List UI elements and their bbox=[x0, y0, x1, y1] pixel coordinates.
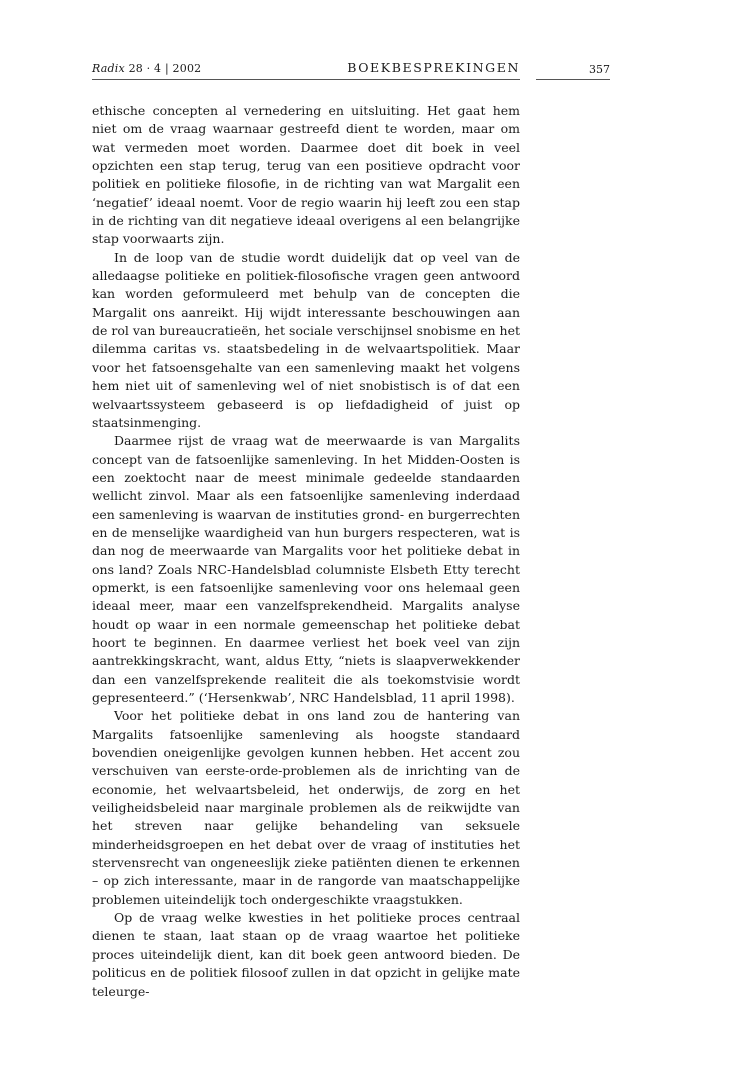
page-number-area bbox=[536, 61, 610, 80]
journal-citation bbox=[92, 62, 201, 75]
paragraph: Op de vraag welke kwesties in het politieke proces centraal dienen te staan, laat staan op de vraag waartoe het politieke proces uiteindelijk dient, kan dit boek geen antwoord bieden. De politicus en de politiek filosoof zullen in dat opzicht in gelijke mate teleurge- bbox=[92, 910, 520, 999]
paragraph: Voor het politieke debat in ons land zou de hantering van Margalits fatsoenlijke samenleving als hoogste standaard bovendien oneigenlijke gevolgen kunnen hebben. Het accent zou verschuiven van eerste-orde-problemen als de inrichting van de economie, het welvaartsbeleid, het onderwijs, de zorg en het veiligheidsbeleid naar marginale problemen als de reikwijdte van het streven naar gelijke behandeling van seksuele minderheidsgroepen en het debat over de vraag of instituties het stervensrecht van ongeneeslijk zieke patiënten dienen te erkennen – op zich interessante, maar in de rangorde van maatschappelijke problemen uiteindelijk toch ondergeschikte vraagstukken. bbox=[92, 708, 520, 907]
paragraph: ethische concepten al vernedering en uitsluiting. Het gaat hem niet om de vraag waarnaar gestreefd dient te worden, maar om wat vermeden moet worden. Daarmee doet dit boek in veel opzichten een stap terug, terug van een positieve opdracht voor politiek en politieke filosofie, in de richting van wat Margalit een ‘negatief’ ideaal noemt. Voor de regio waarin hij leeft zou een stap in de richting van dit negatieve ideaal overigens al een belangrijke stap voorwaarts zijn. bbox=[92, 103, 520, 247]
section-title: BOEKBESPREKINGEN bbox=[347, 60, 520, 75]
issue-info: 28 · 4 | 2002 bbox=[128, 62, 202, 75]
paragraph: Daarmee rijst de vraag wat de meerwaarde is van Margalits concept van de fatsoenlijke samenleving. In het Midden-Oosten is een zoektocht naar de meest minimale gedeelde standaarden wellicht zinvol. Maar als een fatsoenlijke samenleving inderdaad een samenleving is waarvan de instituties grond- en burgerrechten en de menselijke waardigheid van hun burgers respecteren, wat is dan nog de meerwaarde van Margalits voor het politieke debat in ons land? Zoals NRC-Handelsblad columniste Elsbeth Etty terecht opmerkt, is een fatsoenlijke samenleving voor ons helemaal geen ideaal meer, maar een vanzelfsprekendheid. Margalits analyse houdt op waar in een normale gemeenschap het politieke debat hoort te beginnen. En daarmee verliest het boek veel van zijn aantrekkingskracht, want, aldus Etty, “niets is slaapverwekkender dan een vanzelfsprekende realiteit die als toekomstvisie wordt gepresenteerd.” (‘Hersenkwab’, NRC Handelsblad, 11 april 1998). bbox=[92, 433, 520, 705]
paragraph: In de loop van de studie wordt duidelijk dat op veel van de alledaagse politieke en politiek-filosofische vragen geen antwoord kan worden geformuleerd met behulp van de concepten die Margalit ons aanreikt. Hij wijdt interessante beschouwingen aan de rol van bureaucratieën, het sociale verschijnsel snobisme en het dilemma caritas vs. staatsbedeling in de welvaartspolitiek. Maar voor het fatsoensgehalte van een samenleving maakt het volgens hem niet uit of samenleving wel of niet snobistisch is of dat een welvaartssysteem gebaseerd is op liefdadigheid of juist op staatsinmenging. bbox=[92, 249, 520, 430]
journal-name: Radix bbox=[92, 62, 125, 75]
article-body bbox=[92, 102, 520, 1001]
running-head bbox=[92, 61, 520, 80]
page-number: 357 bbox=[589, 63, 610, 76]
